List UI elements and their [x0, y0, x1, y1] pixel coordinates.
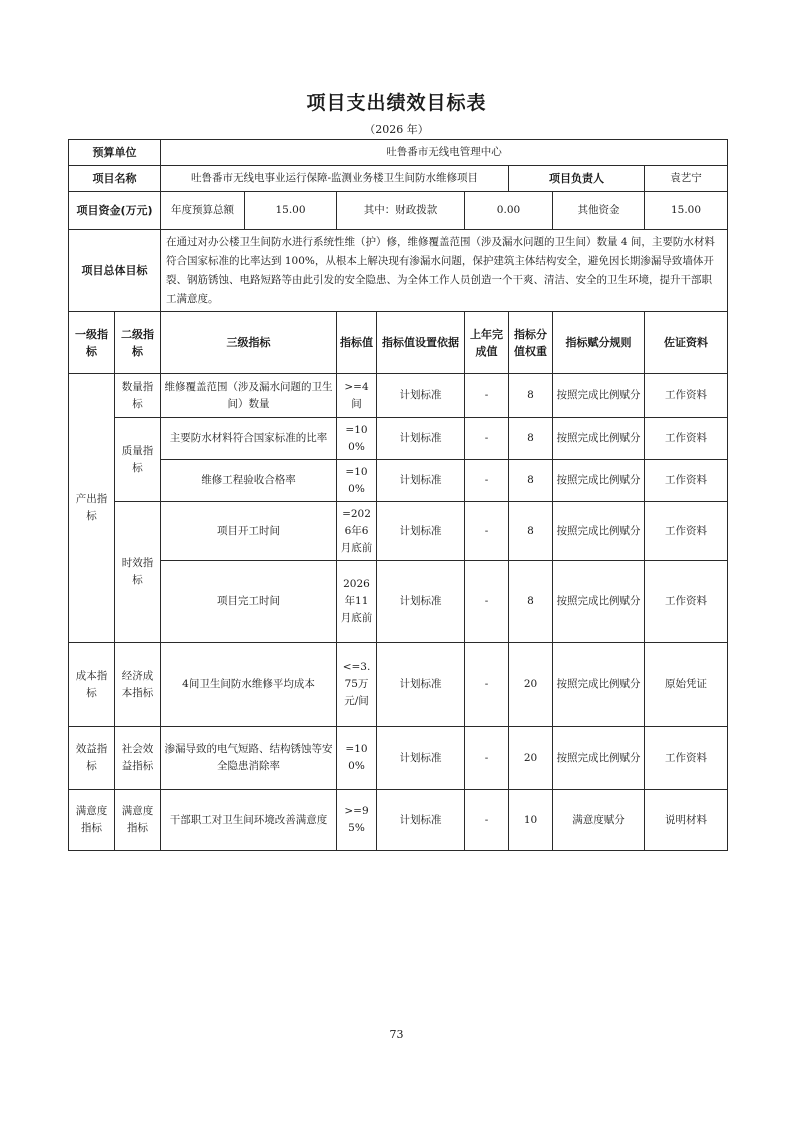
goal-text: 在通过对办公楼卫生间防水进行系统性维（护）修，维修覆盖范围（涉及漏水问题的卫生间）数量 4 间，主要防水材料符合国家标准的比率达到 100%，从根本上解决现有渗漏水问题，保护建筑主体结构安全，避免因长期渗漏导致墙体开裂、钢筋锈蚀、电路短路等由此引发的安全隐患、为全体工作人员创造一个干爽、清洁、安全的卫生环境，提升干部职工满意度。: [161, 230, 728, 312]
indicator-rule: 按照完成比例赋分: [553, 502, 645, 561]
indicator-evidence: 工作资料: [645, 418, 728, 460]
indicator-name: 项目开工时间: [161, 502, 337, 561]
subgroup-satisfaction: 满意度指标: [115, 790, 161, 851]
manager-label: 项目负责人: [509, 166, 645, 192]
table-row: [69, 727, 728, 790]
indicator-name: 维修覆盖范围（涉及漏水问题的卫生间）数量: [161, 374, 337, 418]
manager-value: 袁艺宁: [645, 166, 728, 192]
indicator-evidence: 说明材料: [645, 790, 728, 851]
indicator-rule: 按照完成比例赋分: [553, 374, 645, 418]
fund-label: 项目资金(万元): [69, 192, 161, 230]
indicator-evidence: 工作资料: [645, 374, 728, 418]
indicator-rule: 按照完成比例赋分: [553, 561, 645, 643]
column-header-row: [69, 312, 728, 374]
indicator-basis: 计划标准: [377, 460, 465, 502]
budget-unit-value: 吐鲁番市无线电管理中心: [161, 140, 728, 166]
group-satisfaction: 满意度指标: [69, 790, 115, 851]
indicator-rule: 按照完成比例赋分: [553, 460, 645, 502]
indicator-last-year: -: [465, 727, 509, 790]
budget-unit-label: 预算单位: [69, 140, 161, 166]
col-level1: 一级指标: [69, 312, 115, 374]
col-rule: 指标赋分规则: [553, 312, 645, 374]
indicator-value: <=3.75万元/间: [337, 643, 377, 727]
other-funds-label: 其他资金: [553, 192, 645, 230]
project-name-row: [69, 166, 728, 192]
col-value: 指标值: [337, 312, 377, 374]
table-row: [69, 643, 728, 727]
subgroup-social: 社会效益指标: [115, 727, 161, 790]
indicator-weight: 10: [509, 790, 553, 851]
table-row: [69, 460, 728, 502]
indicator-last-year: -: [465, 418, 509, 460]
indicator-basis: 计划标准: [377, 643, 465, 727]
subgroup-economic: 经济成本指标: [115, 643, 161, 727]
col-last-year: 上年完成值: [465, 312, 509, 374]
fiscal-value: 0.00: [465, 192, 553, 230]
indicator-rule: 满意度赋分: [553, 790, 645, 851]
group-benefit: 效益指标: [69, 727, 115, 790]
indicator-weight: 8: [509, 502, 553, 561]
indicator-weight: 8: [509, 418, 553, 460]
indicator-basis: 计划标准: [377, 561, 465, 643]
indicator-evidence: 原始凭证: [645, 643, 728, 727]
indicator-rule: 按照完成比例赋分: [553, 727, 645, 790]
table-row: [69, 561, 728, 643]
indicator-weight: 20: [509, 643, 553, 727]
annual-budget-label: 年度预算总额: [161, 192, 245, 230]
indicator-value: =100%: [337, 727, 377, 790]
indicator-value: 2026年11月底前: [337, 561, 377, 643]
indicator-name: 4间卫生间防水维修平均成本: [161, 643, 337, 727]
indicator-name: 项目完工时间: [161, 561, 337, 643]
indicator-basis: 计划标准: [377, 790, 465, 851]
indicator-name: 主要防水材料符合国家标准的比率: [161, 418, 337, 460]
col-level3: 三级指标: [161, 312, 337, 374]
col-level2: 二级指标: [115, 312, 161, 374]
table-row: [69, 790, 728, 851]
indicator-basis: 计划标准: [377, 727, 465, 790]
indicator-value: >=4间: [337, 374, 377, 418]
table-row: [69, 502, 728, 561]
indicator-last-year: -: [465, 790, 509, 851]
indicator-weight: 8: [509, 374, 553, 418]
indicator-last-year: -: [465, 374, 509, 418]
other-funds-value: 15.00: [645, 192, 728, 230]
project-name-value: 吐鲁番市无线电事业运行保障-监测业务楼卫生间防水维修项目: [161, 166, 509, 192]
indicator-last-year: -: [465, 561, 509, 643]
table-year: （2026 年）: [364, 123, 429, 136]
indicator-name: 渗漏导致的电气短路、结构锈蚀等安全隐患消除率: [161, 727, 337, 790]
page-title: 项目支出绩效目标表: [306, 92, 487, 114]
indicator-evidence: 工作资料: [645, 561, 728, 643]
indicator-last-year: -: [465, 460, 509, 502]
col-evidence: 佐证资料: [645, 312, 728, 374]
indicator-name: 干部职工对卫生间环境改善满意度: [161, 790, 337, 851]
indicator-name: 维修工程验收合格率: [161, 460, 337, 502]
indicator-basis: 计划标准: [377, 418, 465, 460]
indicator-last-year: -: [465, 502, 509, 561]
annual-budget-value: 15.00: [245, 192, 337, 230]
subgroup-quality: 质量指标: [115, 418, 161, 502]
group-cost: 成本指标: [69, 643, 115, 727]
indicator-evidence: 工作资料: [645, 727, 728, 790]
group-output: 产出指标: [69, 374, 115, 643]
indicator-weight: 20: [509, 727, 553, 790]
indicator-evidence: 工作资料: [645, 502, 728, 561]
indicator-value: =100%: [337, 418, 377, 460]
page-number: 73: [389, 1028, 404, 1041]
indicator-basis: 计划标准: [377, 502, 465, 561]
fund-row: [69, 192, 728, 230]
fiscal-label: 其中：财政拨款: [337, 192, 465, 230]
indicator-rule: 按照完成比例赋分: [553, 418, 645, 460]
indicator-value: >=95%: [337, 790, 377, 851]
project-name-label: 项目名称: [69, 166, 161, 192]
indicator-basis: 计划标准: [377, 374, 465, 418]
indicator-value: =2026年6月底前: [337, 502, 377, 561]
indicator-rule: 按照完成比例赋分: [553, 643, 645, 727]
table-row: [69, 418, 728, 460]
indicator-weight: 8: [509, 561, 553, 643]
goal-row: [69, 230, 728, 312]
subgroup-timeliness: 时效指标: [115, 502, 161, 643]
subgroup-quantity: 数量指标: [115, 374, 161, 418]
indicator-last-year: -: [465, 643, 509, 727]
budget-unit-row: [69, 140, 728, 166]
col-basis: 指标值设置依据: [377, 312, 465, 374]
indicator-value: =100%: [337, 460, 377, 502]
indicator-evidence: 工作资料: [645, 460, 728, 502]
performance-target-table: [68, 139, 728, 851]
table-row: [69, 374, 728, 418]
indicator-weight: 8: [509, 460, 553, 502]
col-weight: 指标分值权重: [509, 312, 553, 374]
goal-label: 项目总体目标: [69, 230, 161, 312]
